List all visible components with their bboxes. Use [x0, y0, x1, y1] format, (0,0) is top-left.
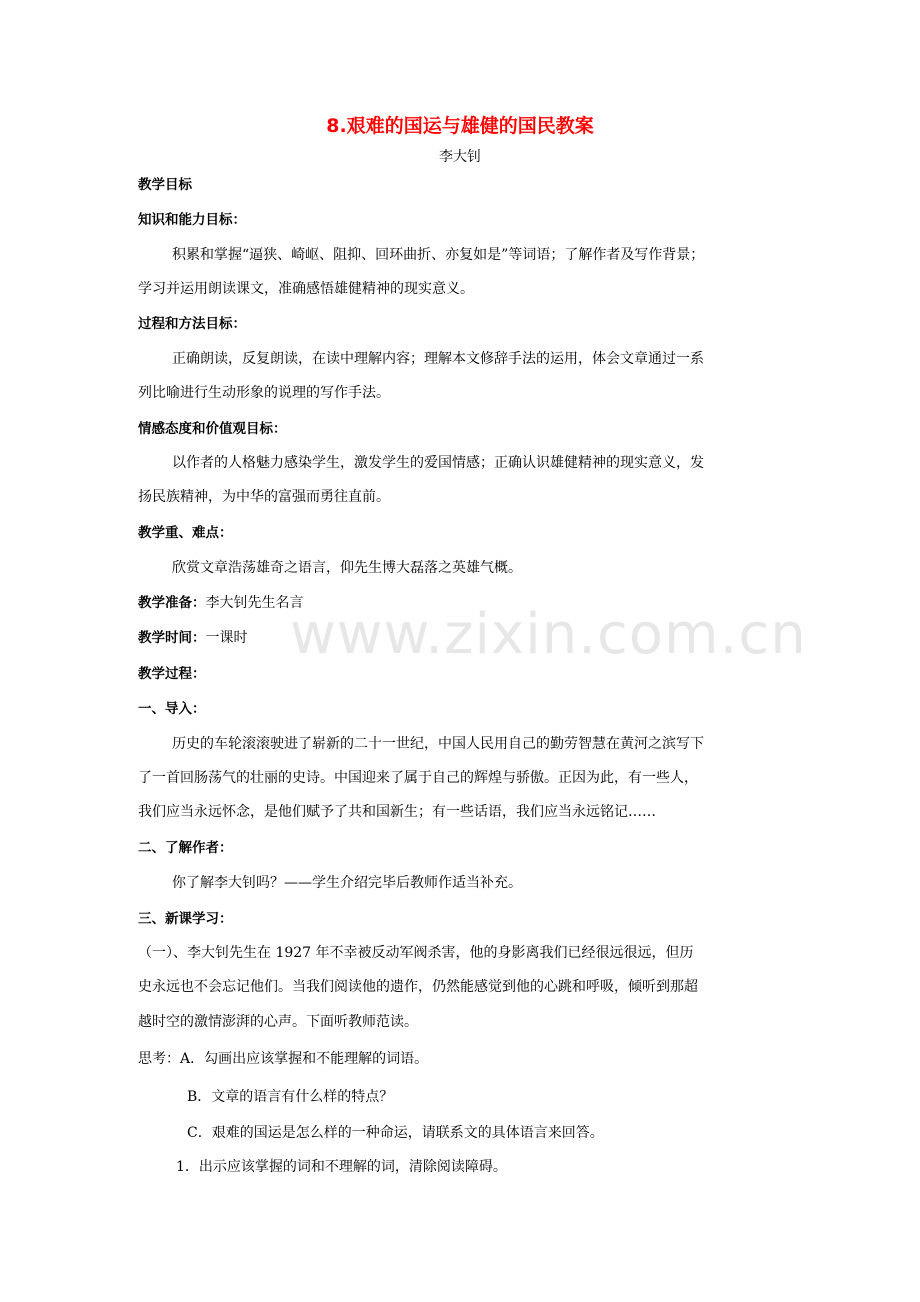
newlesson-paragraph-line-3: 越时空的激情澎湃的心声。下面听教师范读。 [138, 1014, 418, 1030]
intro-paragraph-line-2: 了一首回肠荡气的壮丽的史诗。中国迎来了属于自己的辉煌与骄傲。正因为此，有一些人， [138, 770, 698, 786]
keypoints-paragraph: 欣赏文章浩荡雄奇之语言，仰先生博大磊落之英雄气概。 [172, 560, 522, 576]
think-question-c: C．艰难的国运是怎么样的一种命运，请联系文的具体语言来回答。 [187, 1125, 604, 1141]
author-paragraph: 你了解李大钊吗？——学生介绍完毕后教师作适当补充。 [172, 875, 522, 891]
author-name: 李大钊 [439, 149, 481, 165]
procedure-heading: 教学过程： [138, 666, 206, 682]
step-1: 1．出示应该掌握的词和不理解的词，清除阅读障碍。 [176, 1159, 507, 1175]
process-paragraph-line-1: 正确朗读，反复朗读，在读中理解内容；理解本文修辞手法的运用，体会文章通过一系 [172, 351, 704, 367]
knowledge-heading: 知识和能力目标： [138, 212, 246, 228]
emotion-heading: 情感态度和价值观目标： [138, 421, 287, 437]
emotion-paragraph-line-1: 以作者的人格魅力感染学生，激发学生的爱国情感；正确认识雄健精神的现实意义，发 [172, 455, 704, 471]
prep-row [138, 593, 788, 613]
emotion-paragraph-line-2: 扬民族精神，为中华的富强而勇往直前。 [138, 489, 390, 505]
newlesson-paragraph-line-1: （一）、李大钊先生在 1927 年不幸被反动军阀杀害，他的身影离我们已经很远很远，但历 [138, 945, 694, 961]
time-heading: 教学时间： [138, 630, 206, 646]
prep-value: 李大钊先生名言 [205, 595, 304, 611]
document-title: 8.艰难的国运与雄健的国民教案 [326, 115, 594, 137]
objectives-heading: 教学目标 [138, 177, 192, 193]
knowledge-paragraph-line-1: 积累和掌握“逼狭、崎岖、阻抑、回环曲折、亦复如是”等词语；了解作者及写作背景； [172, 247, 705, 263]
newlesson-paragraph-line-2: 史永远也不会忘记他们。当我们阅读他的遗作，仍然能感觉到他的心跳和呼吸，倾听到那超 [138, 979, 698, 995]
intro-heading: 一、导入： [138, 701, 206, 717]
keypoints-heading: 教学重、难点： [138, 525, 233, 541]
author-section-heading: 二、了解作者： [138, 840, 233, 856]
time-row [138, 628, 788, 648]
think-question-a: 思考：A．勾画出应该掌握和不能理解的词语。 [138, 1051, 429, 1067]
intro-paragraph-line-1: 历史的车轮滚滚驶进了崭新的二十一世纪，中国人民用自己的勤劳智慧在黄河之滨写下 [172, 736, 704, 752]
intro-paragraph-line-3: 我们应当永远怀念，是他们赋予了共和国新生；有一些话语，我们应当永远铭记…… [138, 804, 656, 820]
time-value: 一课时 [205, 630, 248, 646]
think-question-b: B．文章的语言有什么样的特点？ [187, 1089, 394, 1105]
knowledge-paragraph-line-2: 学习并运用朗读课文，准确感悟雄健精神的现实意义。 [138, 281, 474, 297]
watermark: www.zixin.com.cn [290, 602, 807, 667]
prep-heading: 教学准备： [138, 595, 206, 611]
newlesson-heading: 三、新课学习： [138, 911, 233, 927]
process-paragraph-line-2: 列比喻进行生动形象的说理的写作手法。 [138, 385, 390, 401]
process-heading: 过程和方法目标： [138, 316, 246, 332]
